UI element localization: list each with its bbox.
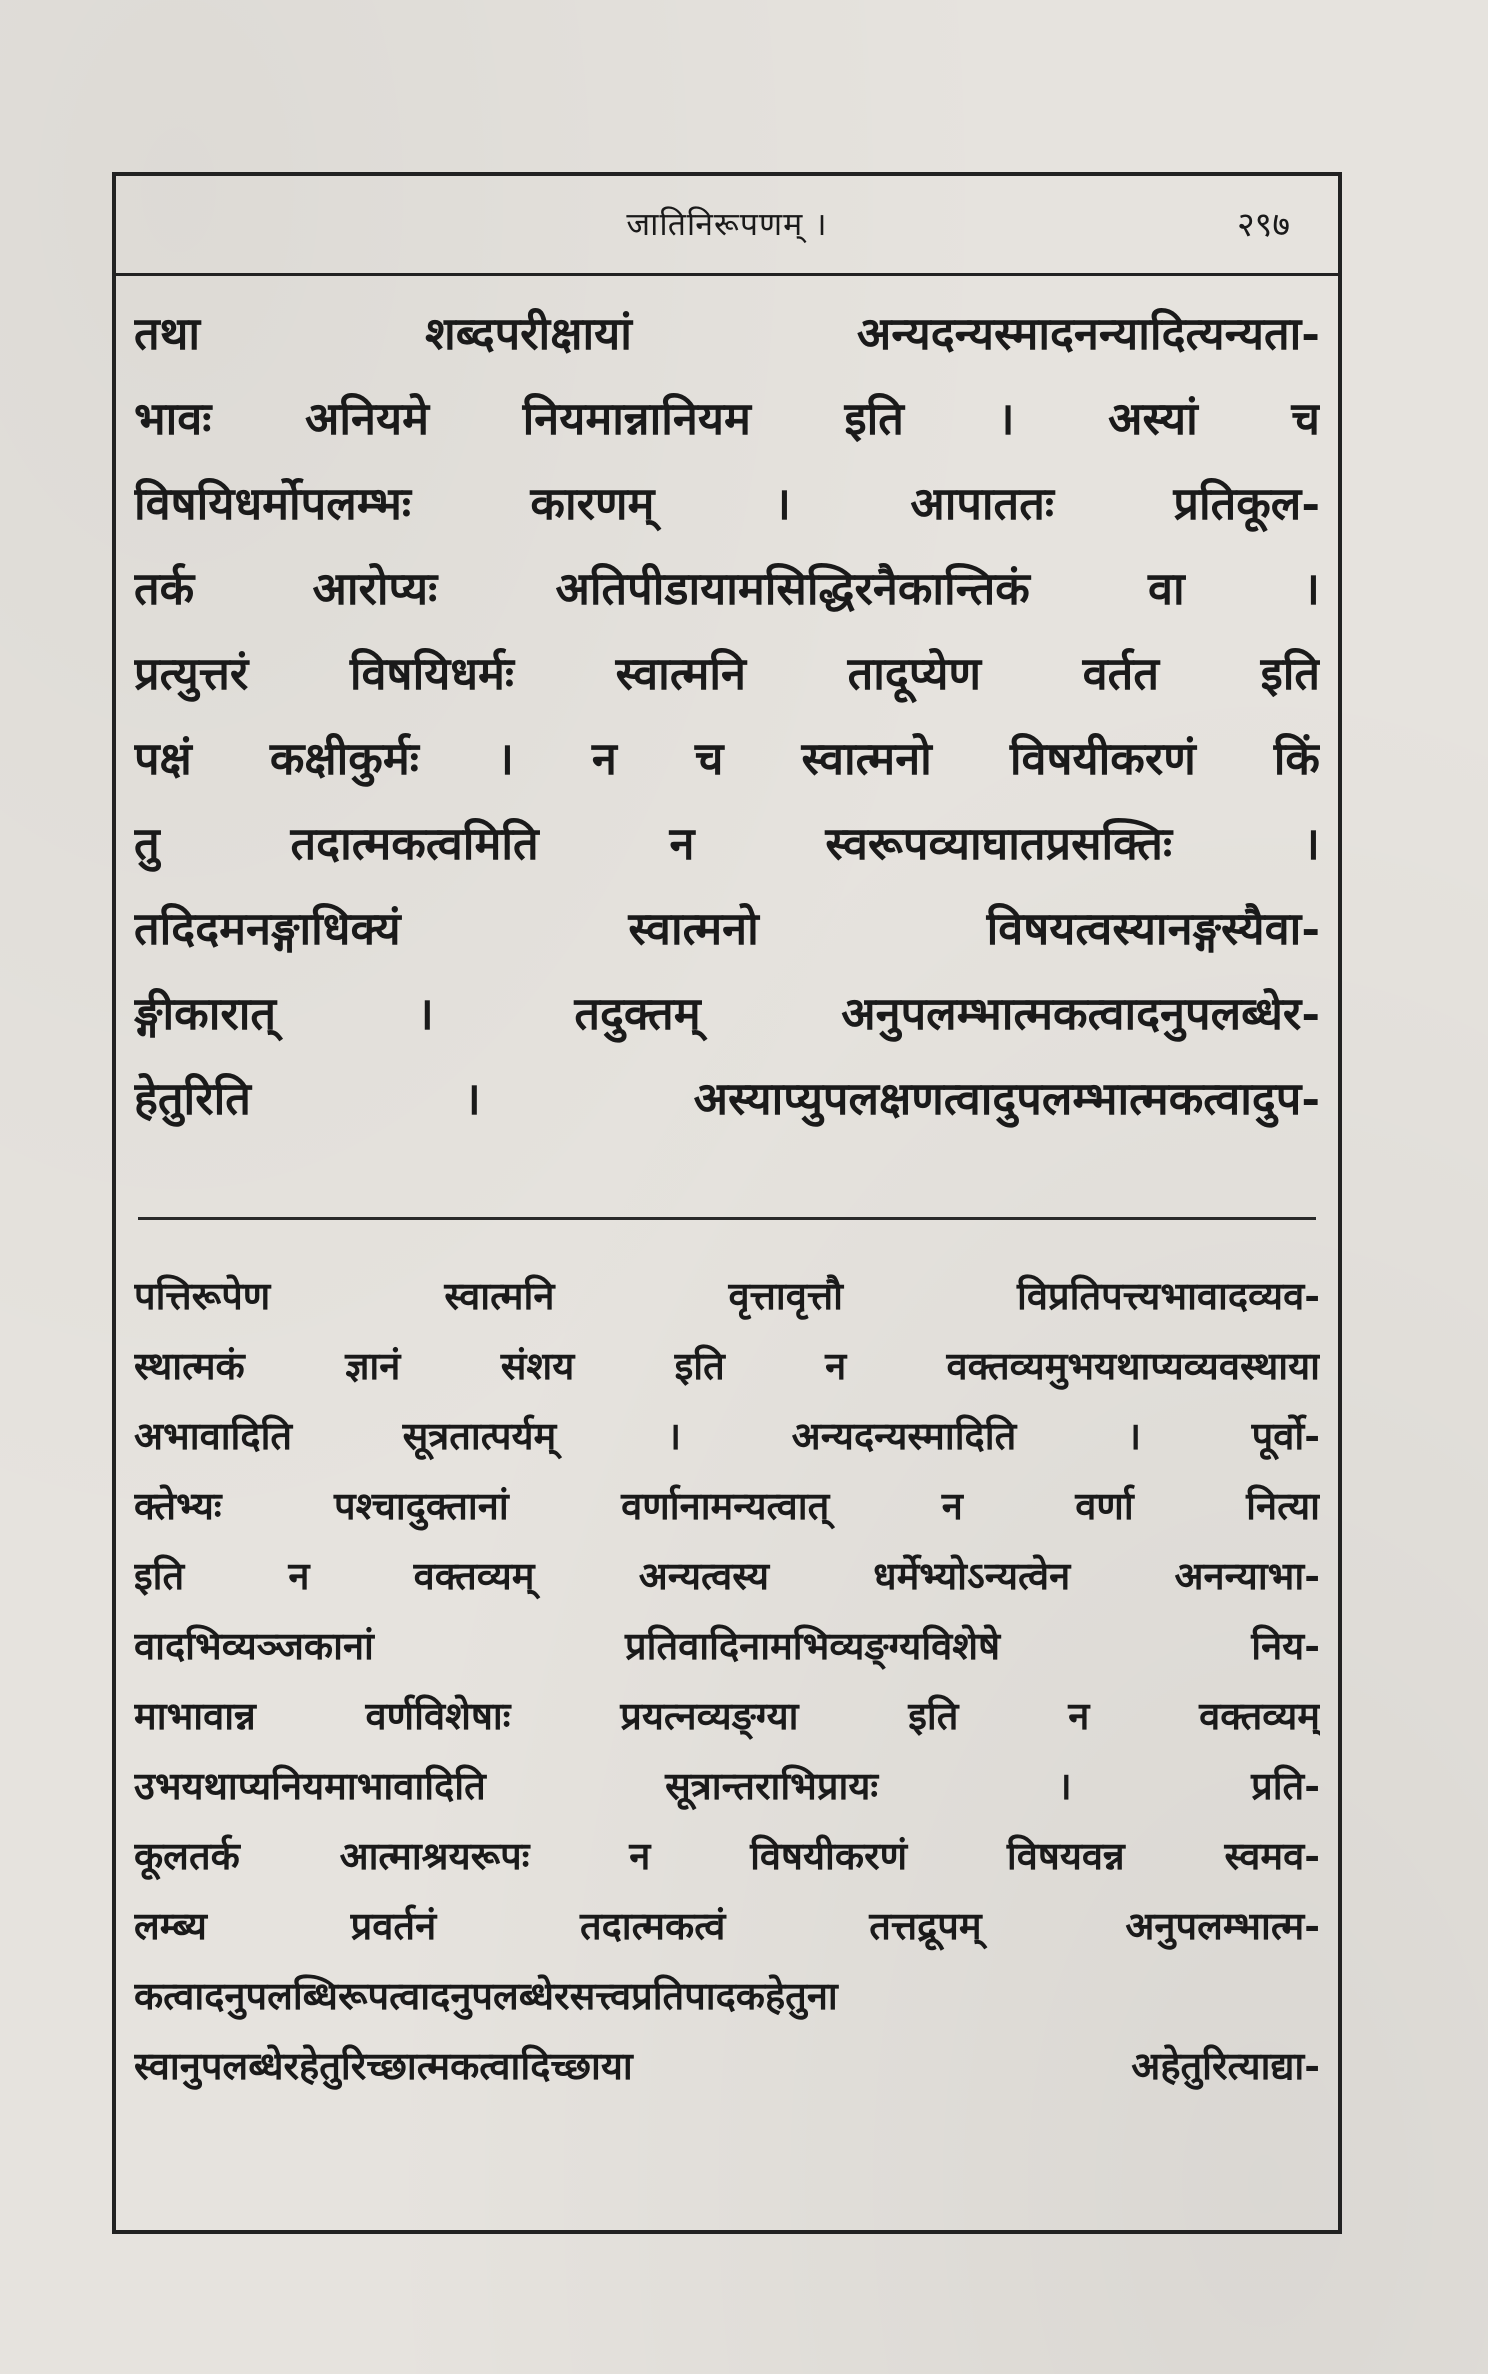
main-text-line: प्रत्युत्तरं विषयिधर्मः स्वात्मनि तादूप्येण वर्तत इति	[134, 647, 1320, 700]
main-text-line: तु तदात्मकत्वमिति न स्वरूपव्याघातप्रसक्तिः ।	[134, 817, 1320, 870]
commentary-line: माभावान्न वर्णविशेषाः प्रयत्नव्यङ्ग्या इति न वक्तव्यम्	[134, 1693, 1320, 1738]
main-text-line: ङ्गीकारात् । तदुक्तम् अनुपलम्भात्मकत्वादनुपलब्धेर-	[134, 987, 1320, 1040]
page-number: २९७	[1236, 205, 1290, 245]
main-text-line: पक्षं कक्षीकुर्मः । न च स्वात्मनो विषयीकरणं किं	[134, 732, 1320, 785]
commentary-block	[134, 1261, 1320, 2101]
commentary-line: कूलतर्क आत्माश्रयरूपः न विषयीकरणं विषयवन्न स्वमव-	[134, 1833, 1320, 1878]
section-separator	[138, 1217, 1316, 1220]
main-text-line: हेतुरिति । अस्याप्युपलक्षणत्वादुपलम्भात्मकत्वादुप-	[134, 1072, 1320, 1125]
page-frame	[112, 172, 1342, 2234]
commentary-line: अभावादिति सूत्रतात्पर्यम् । अन्यदन्यस्मादिति । पूर्वो-	[134, 1413, 1320, 1458]
commentary-line: क्तेभ्यः पश्चादुक्तानां वर्णानामन्यत्वात् न वर्णा नित्या	[134, 1483, 1320, 1528]
main-text-line: तथा शब्दपरीक्षायां अन्यदन्यस्मादनन्यादित्यन्यता-	[134, 307, 1320, 360]
main-text-block	[134, 291, 1320, 1141]
commentary-line: स्थात्मकं ज्ञानं संशय इति न वक्तव्यमुभयथाप्यव्यवस्थाया	[134, 1343, 1320, 1388]
commentary-line: स्वानुपलब्धेरहेतुरिच्छात्मकत्वादिच्छाया अहेतुरित्याद्या-	[134, 2043, 1320, 2088]
commentary-line: इति न वक्तव्यम् अन्यत्वस्य धर्मेभ्योऽन्यत्वेन अनन्याभा-	[134, 1553, 1320, 1598]
main-text-line: विषयिधर्मोपलम्भः कारणम् । आपाततः प्रतिकूल-	[134, 477, 1320, 530]
commentary-line: वादभिव्यञ्जकानां प्रतिवादिनामभिव्यङ्ग्यविशेषे निय-	[134, 1623, 1320, 1668]
page-header	[116, 176, 1338, 276]
commentary-line: पत्तिरूपेण स्वात्मनि वृत्तावृत्तौ विप्रतिपत्त्यभावादव्यव-	[134, 1273, 1320, 1318]
main-text-line: भावः अनियमे नियमान्नानियम इति । अस्यां च	[134, 392, 1320, 445]
main-text-line: तर्क आरोप्यः अतिपीडायामसिद्धिरनैकान्तिकं वा ।	[134, 562, 1320, 615]
commentary-line: कत्वादनुपलब्धिरूपत्वादनुपलब्धेरसत्त्वप्रतिपादकहेतुना	[134, 1973, 838, 2018]
commentary-line: उभयथाप्यनियमाभावादिति सूत्रान्तराभिप्रायः । प्रति-	[134, 1763, 1320, 1808]
running-title: जातिनिरूपणम् ।	[626, 205, 828, 243]
main-text-line: तदिदमनङ्गाधिक्यं स्वात्मनो विषयत्वस्यानङ्गस्यैवा-	[134, 902, 1320, 955]
commentary-line: लम्ब्य प्रवर्तनं तदात्मकत्वं तत्तद्रूपम् अनुपलम्भात्म-	[134, 1903, 1320, 1948]
